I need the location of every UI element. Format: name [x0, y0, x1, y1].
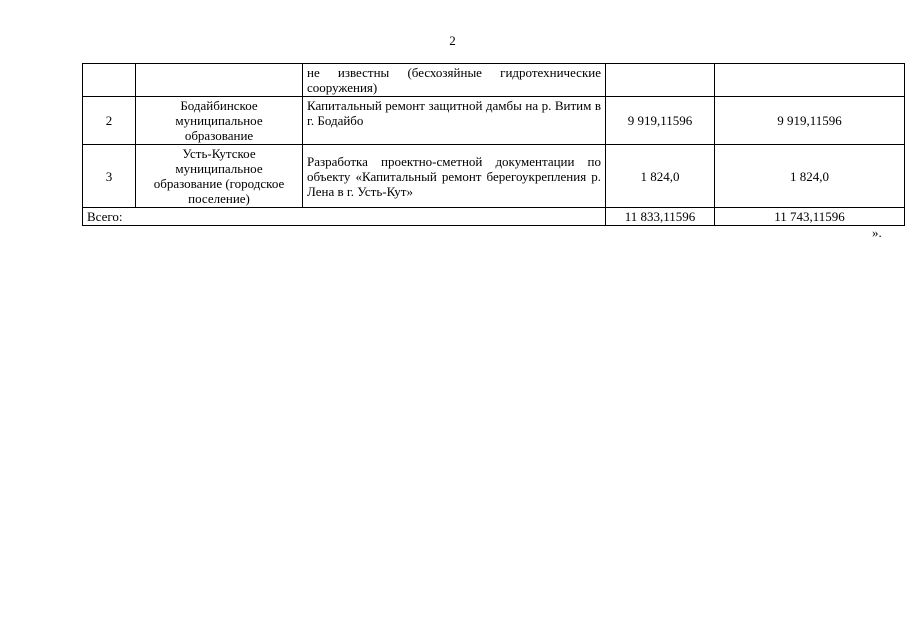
- total-amount-1: 11 833,11596: [606, 208, 715, 226]
- row-number-cell: [83, 64, 136, 97]
- amount-1-cell: [606, 64, 715, 97]
- municipality-cell: Усть-Кутское муниципальное образование (городское поселение): [136, 145, 303, 208]
- total-row: [83, 208, 905, 226]
- amount-2-cell: 9 919,11596: [715, 97, 905, 145]
- amount-2-cell: 1 824,0: [715, 145, 905, 208]
- table-row: [83, 64, 905, 97]
- page-number: 2: [449, 33, 456, 48]
- table-row: [83, 145, 905, 208]
- row-number-cell: 2: [83, 97, 136, 145]
- amount-1-cell: 1 824,0: [606, 145, 715, 208]
- municipality-cell: Бодайбинское муниципальное образование: [136, 97, 303, 145]
- amount-2-cell: [715, 64, 905, 97]
- row-number-cell: 3: [83, 145, 136, 208]
- allocation-table: [82, 63, 905, 226]
- total-amount-2: 11 743,11596: [715, 208, 905, 226]
- amount-1-cell: 9 919,11596: [606, 97, 715, 145]
- municipality-cell: [136, 64, 303, 97]
- total-label: Всего:: [83, 208, 606, 226]
- closing-quote-mark: ».: [872, 225, 882, 240]
- description-cell: не известны (бесхозяйные гидротехнические сооружения): [303, 64, 606, 97]
- description-cell: Капитальный ремонт защитной дамбы на р. Витим в г. Бодайбо: [303, 97, 606, 145]
- table-row: [83, 97, 905, 145]
- description-cell: Разработка проектно-сметной документации по объекту «Капитальный ремонт берегоукрепления р. Лена в г. Усть-Кут»: [303, 145, 606, 208]
